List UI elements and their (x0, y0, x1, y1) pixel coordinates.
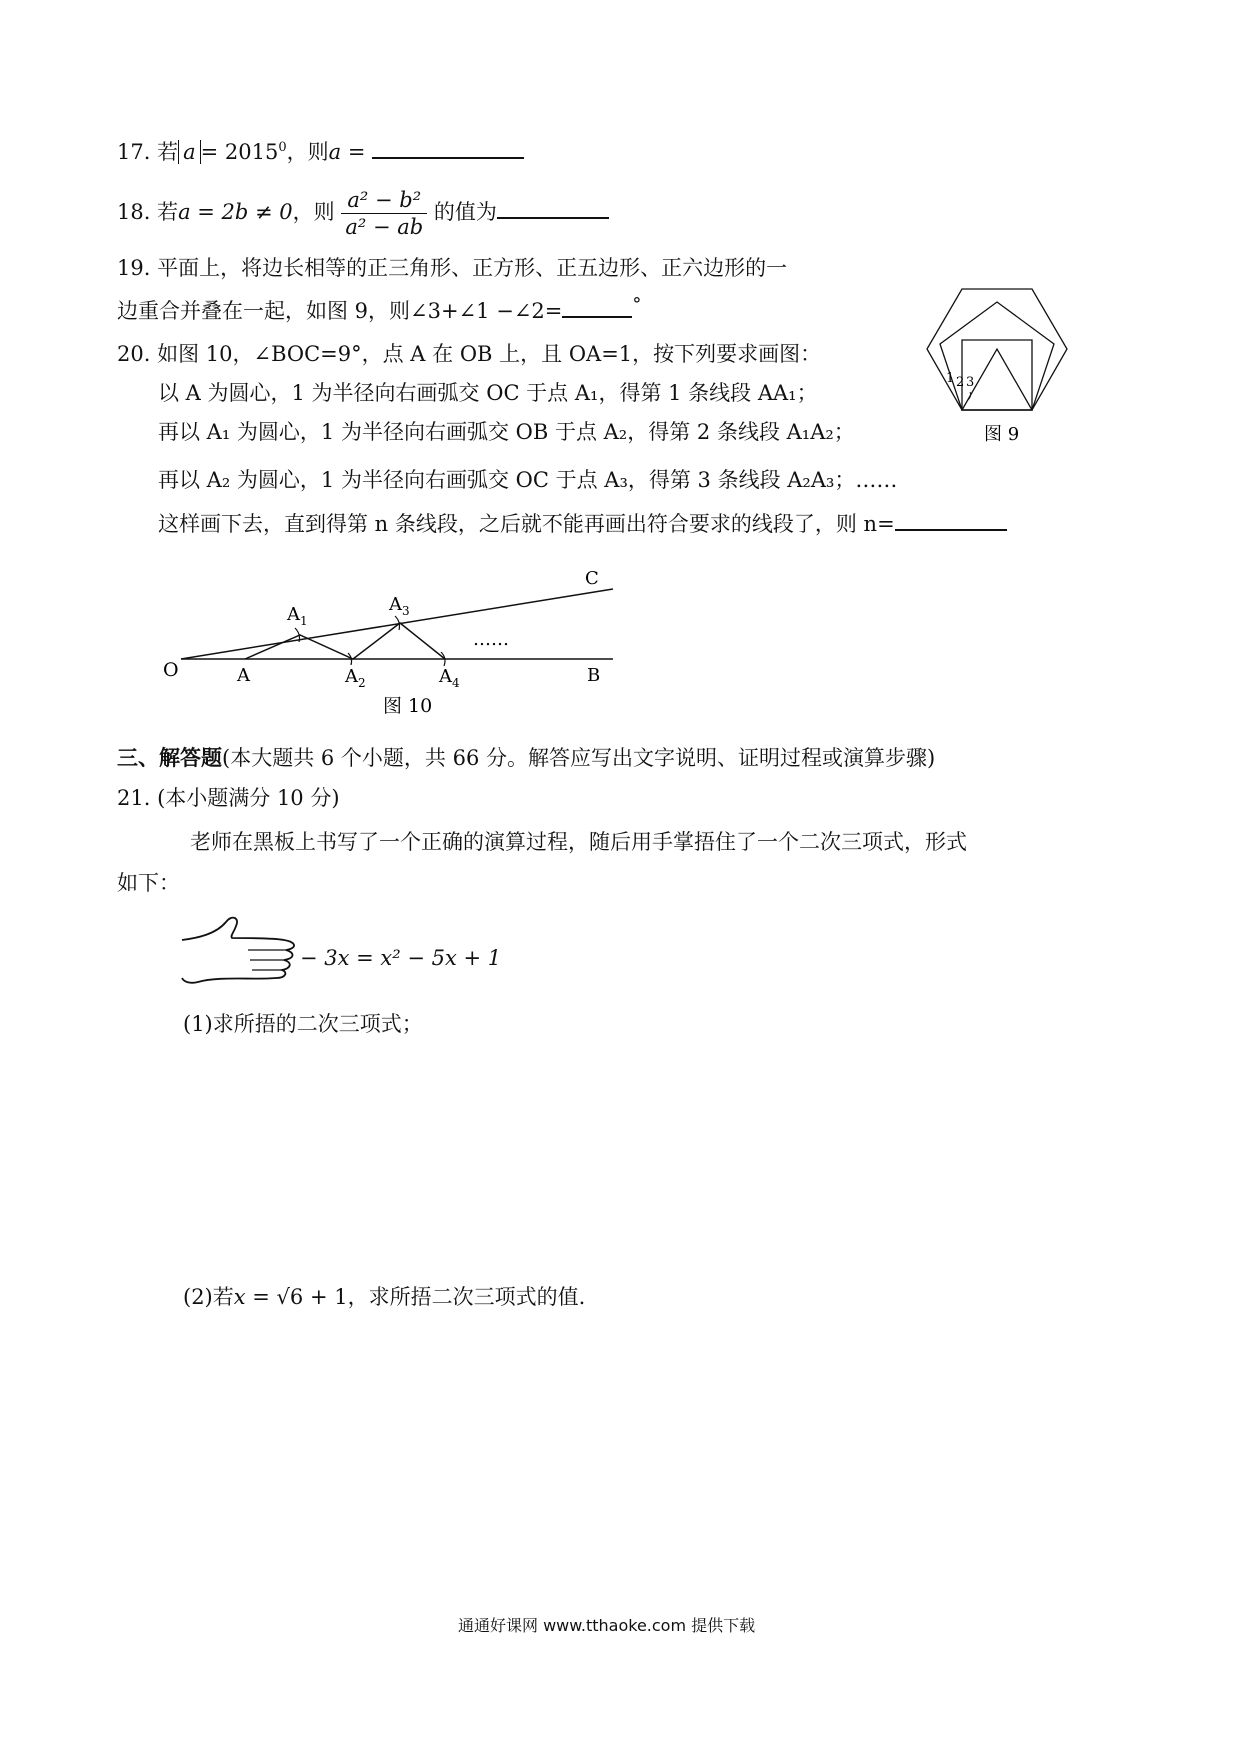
fig10-label-A3: $A_3$ (389, 594, 410, 618)
q18-then: ，则 (292, 200, 335, 224)
q17-eq: = (341, 140, 366, 164)
fig10-label-A2: $A_2$ (345, 666, 366, 690)
hand-finger-lines (248, 950, 286, 970)
question-17 (117, 134, 524, 166)
q17-exp: 0 (278, 140, 287, 155)
q19-line2 (117, 291, 641, 325)
q18-fraction (341, 187, 427, 240)
q21-part2-suffix: ，求所捂二次三项式的值. (347, 1285, 586, 1309)
fig10-label-A4: $A_4$ (439, 666, 460, 690)
section-3-desc: (本大题共 6 个小题，共 66 分。解答应写出文字说明、证明过程或演算步骤) (222, 746, 936, 770)
fig10-arc-3 (395, 616, 400, 630)
q20-line2: 以 A 为圆心，1 为半径向右画弧交 OC 于点 A₁，得第 1 条线段 AA₁； (158, 381, 818, 405)
fig10-label-A1: $A_1$ (287, 604, 308, 628)
q21-part2-prefix: (2)若 (183, 1285, 234, 1309)
q21-part2-eq: = √6 + 1 (245, 1285, 348, 1309)
q20-line5 (158, 509, 1007, 538)
fig10-segments (245, 623, 445, 659)
q18-numerator: a² − b² (341, 187, 427, 214)
q18-tail: 的值为 (433, 200, 497, 224)
q19-line1: 19. 平面上，将边长相等的正三角形、正方形、正五边形、正六边形的一 (117, 256, 788, 280)
section-3-heading (117, 744, 935, 772)
q20-line5-text: 这样画下去，直到得第 n 条线段，之后就不能再画出符合要求的线段了，则 n= (158, 512, 895, 536)
q20-line4: 再以 A₂ 为圆心，1 为半径向右画弧交 OC 于点 A₃，得第 3 条线段 A₂A₃；…… (158, 468, 898, 492)
hand-illustration (178, 912, 308, 992)
fig10-label-A: A (237, 665, 250, 686)
fig10-label-C: C (585, 568, 599, 589)
fig9-caption: 图 9 (984, 424, 1020, 445)
q18-answer-blank[interactable] (497, 197, 609, 219)
q21-part1: (1)求所捂的二次三项式； (183, 1012, 423, 1036)
q21-body2: 如下： (117, 871, 180, 895)
q21-part2-x: x (233, 1285, 246, 1309)
page-footer: 通通好课网 www.tthaoke.com 提供下载 (458, 1616, 756, 1635)
question-18 (117, 187, 609, 240)
q19-text: 边重合并叠在一起，如图 9，则∠3+∠1 −∠2= (117, 299, 563, 323)
q20-line3: 再以 A₁ 为圆心，1 为半径向右画弧交 OB 于点 A₂，得第 2 条线段 A₁A₂； (158, 420, 855, 444)
fig10-label-B: B (587, 665, 601, 686)
fig9-pentagon (940, 302, 1054, 410)
fig9-label-1: 1 (946, 371, 955, 386)
fig9-label-2: 2 (956, 375, 965, 390)
fig10-dots: …… (473, 629, 509, 650)
q17-abs-a: a (178, 140, 201, 164)
fig9-label-3: 3 (966, 375, 975, 390)
q18-prefix: 18. 若 (117, 200, 179, 224)
fig10-caption: 图 10 (383, 695, 433, 717)
q21-head: 21. (本小题满分 10 分) (117, 786, 340, 810)
q17-prefix: 17. 若 (117, 140, 179, 164)
q18-cond: a = 2b ≠ 0 (178, 200, 293, 224)
q21-part2 (183, 1283, 585, 1311)
q20-line1: 20. 如图 10，∠BOC=9°，点 A 在 OB 上，且 OA=1，按下列要求画图： (117, 342, 822, 366)
q17-rhs: = 2015 (200, 140, 279, 164)
fig10-label-O: O (163, 659, 179, 681)
q21-body1: 老师在黑板上书写了一个正确的演算过程，随后用手掌捂住了一个二次三项式，形式 (190, 830, 967, 854)
q17-a: a (328, 140, 342, 164)
figure-9 (920, 288, 1080, 448)
q18-denominator: a² − ab (345, 215, 424, 239)
q21-equation: − 3x = x² − 5x + 1 (300, 946, 502, 970)
q17-then: ，则 (286, 140, 329, 164)
q19-degree: ° (632, 294, 642, 315)
q19-answer-blank[interactable] (562, 296, 632, 318)
q17-answer-blank[interactable] (372, 137, 524, 159)
section-3-title: 三、解答题 (117, 746, 222, 770)
q20-answer-blank[interactable] (895, 509, 1007, 531)
figure-10 (155, 560, 635, 720)
